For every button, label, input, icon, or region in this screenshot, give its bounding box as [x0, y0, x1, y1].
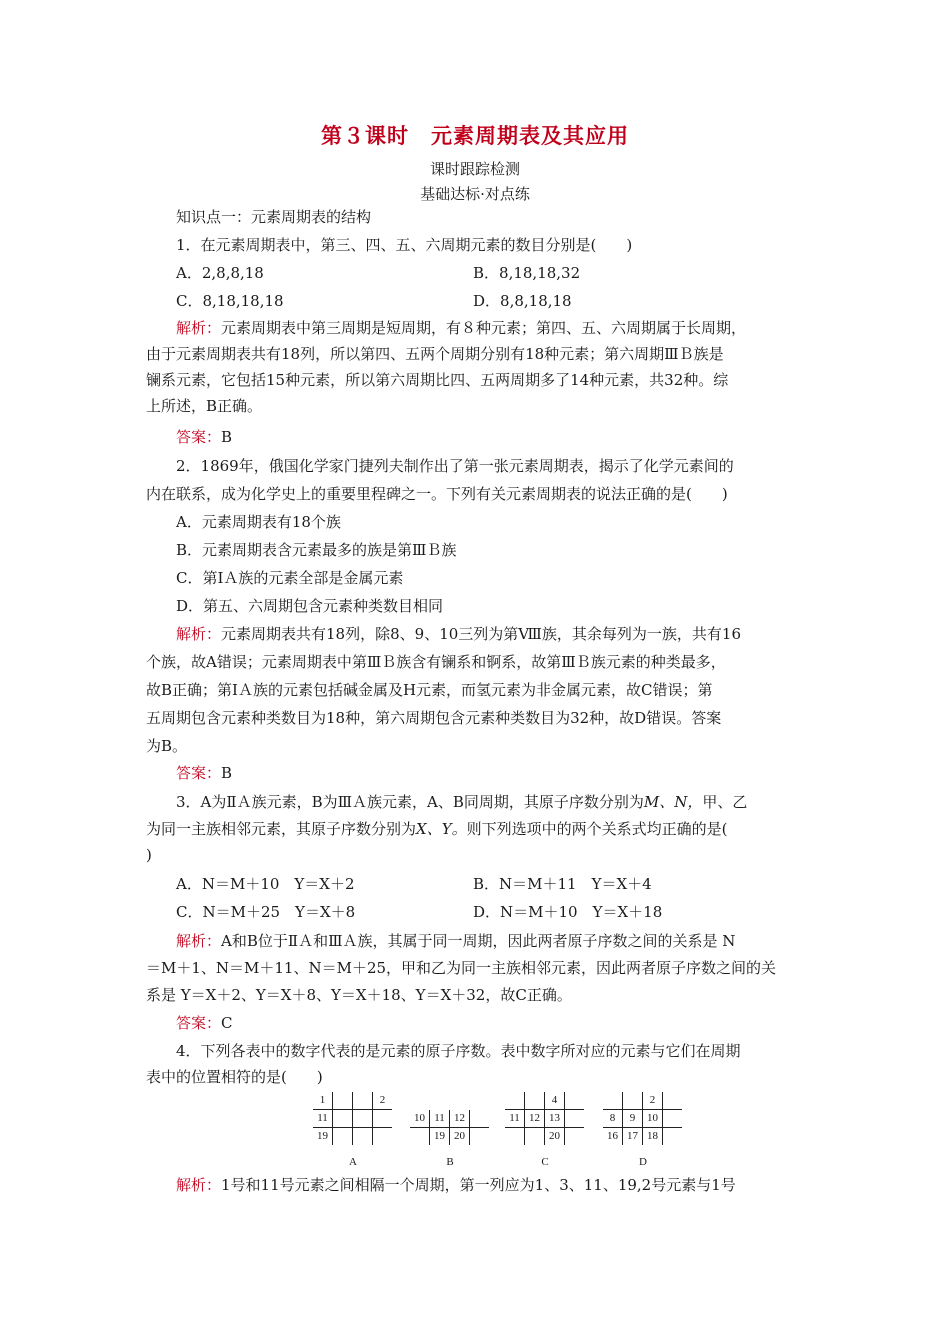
subtitle-tracking: 课时跟踪检测 — [429, 160, 520, 178]
answer-value: C — [221, 1014, 233, 1032]
q3-option-d: D．N＝M＋10 Y＝X＋18 — [473, 903, 663, 921]
explanation-label: 解析： — [176, 1176, 222, 1194]
q1-answer — [176, 427, 232, 447]
table-label: C — [541, 1156, 549, 1168]
q2-explanation-line3: 故B正确；第ⅠＡ族的元素包括碱金属及H元素，而氢元素为非金属元素，故C错误；第 — [146, 681, 713, 699]
q3-option-a: A．N＝M＋10 Y＝X＋2 — [176, 875, 355, 893]
table-cell — [623, 1092, 643, 1110]
q2-option-a: A．元素周期表有18个族 — [176, 513, 341, 531]
q1-option-a: A．2,8,8,18 — [176, 264, 264, 282]
table-cell — [565, 1110, 585, 1128]
table-label: B — [446, 1156, 454, 1168]
table-label: A — [349, 1156, 357, 1168]
table-cell: 18 — [643, 1128, 663, 1146]
table-cell: 19 — [430, 1128, 450, 1146]
q3-stem-text: 则下列选项中的两个关系式均正确的是( — [466, 820, 728, 838]
table-cell: 13 — [545, 1110, 565, 1128]
table-cell — [410, 1128, 430, 1146]
table-cell: 11 — [313, 1110, 333, 1128]
table-option-b — [410, 1110, 490, 1168]
q3-stem-vars: X、Y。 — [416, 820, 467, 838]
table-cell — [373, 1128, 393, 1146]
table-cell: 2 — [373, 1092, 393, 1110]
table-cell — [663, 1128, 683, 1146]
table-option-a — [313, 1092, 393, 1168]
q1-stem: 1．在元素周期表中，第三、四、五、六周期元素的数目分别是( ) — [176, 236, 633, 254]
table-cell: 2 — [643, 1092, 663, 1110]
table-cell: 1 — [313, 1092, 333, 1110]
table-cell: 16 — [603, 1128, 623, 1146]
explanation-label: 解析： — [176, 625, 222, 643]
subtitle-practice: 基础达标·对点练 — [420, 185, 530, 203]
q3-explanation-line3: 系是 Y＝X＋2、Y＝X＋8、Y＝X＋18、Y＝X＋32，故C正确。 — [146, 986, 572, 1004]
q1-option-d: D．8,8,18,18 — [473, 292, 572, 310]
q2-explanation-line4: 五周期包含元素种类数目为18种，第六周期包含元素种类数目为32种，故D错误。答案 — [146, 709, 722, 727]
table-cell: 20 — [545, 1128, 565, 1146]
table-cell — [603, 1092, 623, 1110]
table-cell — [505, 1128, 525, 1146]
table-cell: 4 — [545, 1092, 565, 1110]
table-option-d — [603, 1092, 683, 1168]
q2-option-b: B．元素周期表含元素最多的族是第ⅢＢ族 — [176, 541, 457, 559]
table-cell: 20 — [450, 1128, 470, 1146]
answer-label: 答案： — [176, 1014, 222, 1032]
table-cell — [333, 1110, 353, 1128]
table-cell — [525, 1128, 545, 1146]
q2-option-c: C．第ⅠＡ族的元素全部是金属元素 — [176, 569, 404, 587]
q1-option-b: B．8,18,18,32 — [473, 264, 581, 282]
q4-stem-line1: 4．下列各表中的数字代表的是元素的原子序数。表中数字所对应的元素与它们在周期 — [176, 1042, 741, 1060]
answer-value: B — [221, 764, 233, 782]
q3-stem-text: 3．A为ⅡＡ族元素，B为ⅢＡ族元素，A、B同周期，其原子序数分别为 — [176, 793, 644, 811]
q3-stem-text: 为同一主族相邻元素，其原子序数分别为 — [146, 820, 417, 838]
q2-answer — [176, 763, 232, 783]
q3-answer — [176, 1013, 233, 1033]
table-label: D — [639, 1156, 647, 1168]
table-cell: 8 — [603, 1110, 623, 1128]
table-cell — [663, 1110, 683, 1128]
table-cell — [353, 1128, 373, 1146]
table-cell — [525, 1092, 545, 1110]
q2-stem-line1: 2．1869年，俄国化学家门捷列夫制作出了第一张元素周期表，揭示了化学元素间的 — [176, 457, 734, 475]
q1-option-c: C．8,18,18,18 — [176, 292, 284, 310]
q1-explanation-line1 — [176, 318, 746, 338]
q2-stem-line2: 内在联系，成为化学史上的重要里程碑之一。下列有关元素周期表的说法正确的是( ) — [146, 485, 728, 503]
table-cell — [333, 1128, 353, 1146]
explanation-text: 元素周期表共有18列，除8、9、10三列为第Ⅷ族，其余每列为一族，共有16 — [221, 625, 741, 643]
table-cell — [565, 1092, 585, 1110]
explanation-text: A和B位于ⅡＡ和ⅢＡ族，其属于同一周期，因此两者原子序数之间的关系是 N — [221, 932, 736, 950]
answer-label: 答案： — [176, 428, 222, 446]
answer-label: 答案： — [176, 764, 222, 782]
table-cell — [353, 1092, 373, 1110]
explanation-text: 元素周期表中第三周期是短周期，有８种元素；第四、五、六周期属于长周期， — [221, 319, 747, 337]
q3-explanation-line1 — [176, 931, 735, 951]
section-heading: 知识点一：元素周期表的结构 — [176, 208, 372, 226]
q3-stem-line2 — [146, 819, 727, 839]
q2-explanation-line2: 个族，故A错误；元素周期表中第ⅢＢ族含有镧系和锕系，故第ⅢＢ族元素的种类最多， — [146, 653, 726, 671]
table-cell — [505, 1092, 525, 1110]
table-cell — [333, 1092, 353, 1110]
q1-explanation-line2: 由于元素周期表共有18列，所以第四、五两个周期分别有18种元素；第六周期ⅢＢ族是 — [146, 345, 724, 363]
table-cell — [663, 1092, 683, 1110]
periodic-table-options — [305, 1092, 685, 1172]
table-cell: 11 — [430, 1110, 450, 1128]
table-cell: 12 — [525, 1110, 545, 1128]
q3-stem-vars: M、N， — [643, 793, 703, 811]
explanation-label: 解析： — [176, 932, 222, 950]
q1-explanation-line3: 镧系元素，它包括15种元素，所以第六周期比四、五两周期多了14种元素，共32种。综 — [146, 371, 729, 389]
q4-explanation-line1 — [176, 1175, 736, 1195]
answer-value: B — [221, 428, 233, 446]
table-option-c — [505, 1092, 585, 1168]
table-cell: 17 — [623, 1128, 643, 1146]
q3-stem-text: 甲、乙 — [702, 793, 748, 811]
explanation-label: 解析： — [176, 319, 222, 337]
q3-stem-line3: ) — [146, 846, 152, 864]
q3-option-b: B．N＝M＋11 Y＝X＋4 — [473, 875, 652, 893]
table-cell — [373, 1110, 393, 1128]
table-cell: 10 — [643, 1110, 663, 1128]
q1-explanation-line4: 上所述，B正确。 — [146, 397, 263, 415]
q3-option-c: C．N＝M＋25 Y＝X＋8 — [176, 903, 356, 921]
table-cell: 11 — [505, 1110, 525, 1128]
page-title: 第３课时 元素周期表及其应用 — [321, 123, 629, 148]
table-cell: 9 — [623, 1110, 643, 1128]
table-cell: 19 — [313, 1128, 333, 1146]
q2-explanation-line1 — [176, 624, 741, 644]
table-cell — [353, 1110, 373, 1128]
q3-stem-line1 — [176, 792, 747, 812]
q2-explanation-line5: 为B。 — [146, 737, 188, 755]
q4-stem-line2: 表中的位置相符的是( ) — [146, 1068, 323, 1086]
table-cell — [470, 1110, 490, 1128]
table-cell — [470, 1128, 490, 1146]
table-cell: 12 — [450, 1110, 470, 1128]
table-cell — [565, 1128, 585, 1146]
table-cell: 10 — [410, 1110, 430, 1128]
explanation-text: 1号和11号元素之间相隔一个周期，第一列应为1、3、11、19,2号元素与1号 — [221, 1176, 736, 1194]
q2-option-d: D．第五、六周期包含元素种类数目相同 — [176, 597, 444, 615]
q3-explanation-line2: ＝M＋1、N＝M＋11、N＝M＋25，甲和乙为同一主族相邻元素，因此两者原子序数之间的关 — [146, 959, 777, 977]
